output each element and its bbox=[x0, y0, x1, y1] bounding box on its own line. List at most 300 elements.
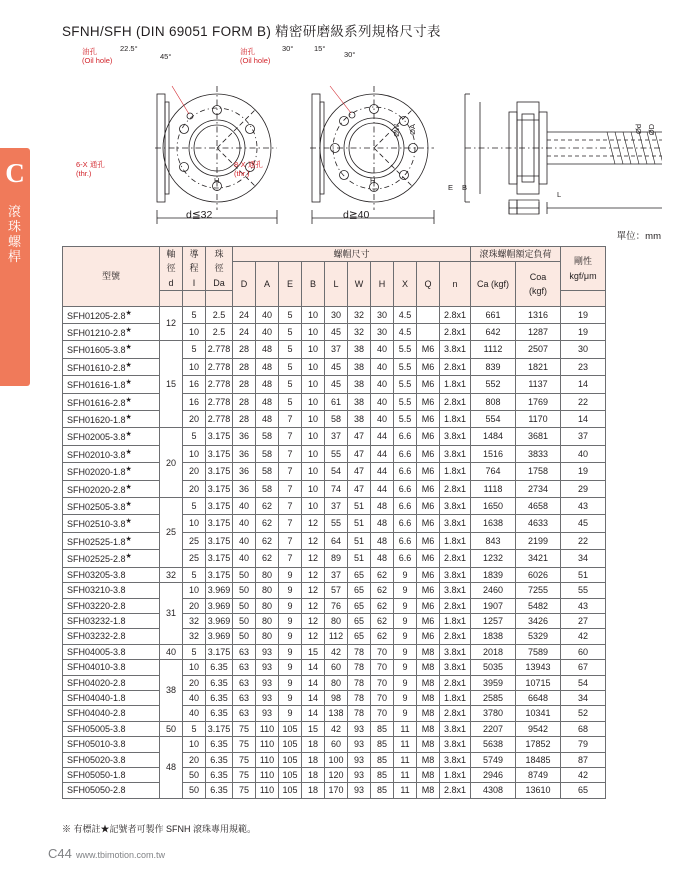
cell-E: 7 bbox=[279, 515, 302, 532]
cell-model: SFH03210-3.8 bbox=[63, 583, 160, 598]
th-E: E bbox=[279, 262, 302, 306]
cell-B: 12 bbox=[302, 583, 325, 598]
cell-n: 3.8x1 bbox=[440, 498, 471, 515]
cell-ball-da: 3.969 bbox=[206, 613, 233, 628]
cell-lead: 25 bbox=[183, 532, 206, 549]
cell-ball-da: 6.35 bbox=[206, 737, 233, 752]
cell-X: 11 bbox=[394, 721, 417, 736]
cell-n: 2.8x1 bbox=[440, 550, 471, 567]
cell-A: 110 bbox=[256, 737, 279, 752]
th-ca: Ca (kgf) bbox=[471, 262, 516, 306]
cell-L: 30 bbox=[325, 306, 348, 323]
cell-H: 62 bbox=[371, 629, 394, 644]
cell-lead: 5 bbox=[183, 306, 206, 323]
cell-E: 7 bbox=[279, 480, 302, 497]
cell-ca: 1484 bbox=[471, 428, 516, 445]
site-url: www.tbimotion.com.tw bbox=[76, 850, 166, 860]
cell-lead: 10 bbox=[183, 737, 206, 752]
cell-L: 98 bbox=[325, 690, 348, 705]
cell-E: 9 bbox=[279, 567, 302, 582]
cell-model: SFH01610-2.8★ bbox=[63, 358, 160, 375]
cell-H: 30 bbox=[371, 324, 394, 341]
spec-table bbox=[62, 246, 606, 799]
th-H: H bbox=[371, 262, 394, 306]
table-row bbox=[63, 644, 606, 659]
cell-A: 58 bbox=[256, 428, 279, 445]
drawing-svg bbox=[62, 42, 662, 232]
cell-lead: 20 bbox=[183, 752, 206, 767]
cell-H: 48 bbox=[371, 515, 394, 532]
cell-model: SFH05050-2.8 bbox=[63, 783, 160, 798]
cell-E: 9 bbox=[279, 613, 302, 628]
cell-ball-da: 2.778 bbox=[206, 376, 233, 393]
cell-L: 60 bbox=[325, 660, 348, 675]
cell-L: 80 bbox=[325, 675, 348, 690]
cell-X: 6.6 bbox=[394, 445, 417, 462]
cell-X: 11 bbox=[394, 737, 417, 752]
cell-B: 14 bbox=[302, 706, 325, 721]
cell-W: 65 bbox=[348, 598, 371, 613]
cell-B: 14 bbox=[302, 690, 325, 705]
cell-shaft-d: 20 bbox=[160, 428, 183, 498]
table-row bbox=[63, 411, 606, 428]
dim-dD: ØD bbox=[647, 124, 656, 136]
cell-A: 93 bbox=[256, 675, 279, 690]
cell-X: 5.5 bbox=[394, 393, 417, 410]
cell-n: 1.8x1 bbox=[440, 411, 471, 428]
cell-model: SFH04005-3.8 bbox=[63, 644, 160, 659]
cell-E: 105 bbox=[279, 737, 302, 752]
cell-model: SFH02020-1.8★ bbox=[63, 463, 160, 480]
cell-D: 24 bbox=[233, 324, 256, 341]
cell-D: 40 bbox=[233, 550, 256, 567]
cell-D: 50 bbox=[233, 598, 256, 613]
cell-coa: 1769 bbox=[516, 393, 561, 410]
cell-lead: 5 bbox=[183, 644, 206, 659]
cell-D: 75 bbox=[233, 737, 256, 752]
cell-X: 9 bbox=[394, 706, 417, 721]
cell-Q: M8 bbox=[417, 721, 440, 736]
cell-lead: 5 bbox=[183, 428, 206, 445]
cell-A: 62 bbox=[256, 550, 279, 567]
cell-D: 75 bbox=[233, 752, 256, 767]
cell-W: 38 bbox=[348, 411, 371, 428]
cell-H: 40 bbox=[371, 341, 394, 358]
star-marker: ★ bbox=[125, 501, 132, 509]
cell-Q bbox=[417, 306, 440, 323]
table-row bbox=[63, 567, 606, 582]
angle-label-22_5: 22.5° bbox=[120, 44, 138, 53]
cell-lead: 32 bbox=[183, 629, 206, 644]
cell-n: 2.8x1 bbox=[440, 306, 471, 323]
cell-n: 2.8x1 bbox=[440, 629, 471, 644]
table-row bbox=[63, 598, 606, 613]
table-row bbox=[63, 660, 606, 675]
cell-X: 5.5 bbox=[394, 411, 417, 428]
cell-ball-da: 6.35 bbox=[206, 690, 233, 705]
cell-D: 75 bbox=[233, 721, 256, 736]
cell-X: 9 bbox=[394, 567, 417, 582]
cell-D: 28 bbox=[233, 341, 256, 358]
cell-B: 12 bbox=[302, 629, 325, 644]
cell-Q: M8 bbox=[417, 783, 440, 798]
table-row bbox=[63, 393, 606, 410]
unit-note: 單位：mm bbox=[616, 231, 661, 242]
cell-L: 170 bbox=[325, 783, 348, 798]
cell-coa: 1758 bbox=[516, 463, 561, 480]
cell-n: 2.8x1 bbox=[440, 706, 471, 721]
cell-W: 65 bbox=[348, 583, 371, 598]
cell-ball-da: 3.175 bbox=[206, 721, 233, 736]
cell-coa: 1316 bbox=[516, 306, 561, 323]
cell-model: SFH04040-2.8 bbox=[63, 706, 160, 721]
cell-E: 7 bbox=[279, 532, 302, 549]
cell-H: 85 bbox=[371, 783, 394, 798]
cell-Q: M8 bbox=[417, 737, 440, 752]
star-marker: ★ bbox=[125, 535, 132, 543]
section-tab-label: 滾 珠 螺 桿 bbox=[7, 204, 22, 264]
cell-W: 65 bbox=[348, 567, 371, 582]
cell-L: 45 bbox=[325, 358, 348, 375]
cell-Q: M8 bbox=[417, 675, 440, 690]
table-row bbox=[63, 737, 606, 752]
cell-lead: 10 bbox=[183, 358, 206, 375]
cell-ca: 843 bbox=[471, 532, 516, 549]
angle-label-45: 45° bbox=[160, 52, 172, 61]
cell-ca: 1907 bbox=[471, 598, 516, 613]
th-ball-da-2 bbox=[206, 291, 233, 306]
cell-E: 9 bbox=[279, 706, 302, 721]
cell-L: 54 bbox=[325, 463, 348, 480]
cell-W: 51 bbox=[348, 498, 371, 515]
dim-e: E bbox=[448, 183, 454, 192]
table-row bbox=[63, 358, 606, 375]
cell-W: 78 bbox=[348, 660, 371, 675]
cell-n: 1.8x1 bbox=[440, 376, 471, 393]
cell-ball-da: 3.175 bbox=[206, 498, 233, 515]
cell-rigidity: 23 bbox=[561, 358, 606, 375]
cell-H: 85 bbox=[371, 721, 394, 736]
cell-rigidity: 55 bbox=[561, 583, 606, 598]
cell-L: 58 bbox=[325, 411, 348, 428]
cell-A: 80 bbox=[256, 583, 279, 598]
cell-A: 58 bbox=[256, 480, 279, 497]
cell-X: 6.6 bbox=[394, 498, 417, 515]
cell-lead: 5 bbox=[183, 341, 206, 358]
cell-rigidity: 51 bbox=[561, 567, 606, 582]
cell-B: 10 bbox=[302, 393, 325, 410]
cell-lead: 25 bbox=[183, 550, 206, 567]
cell-L: 55 bbox=[325, 445, 348, 462]
cell-ca: 1839 bbox=[471, 567, 516, 582]
cell-model: SFH02525-1.8★ bbox=[63, 532, 160, 549]
cell-coa: 5482 bbox=[516, 598, 561, 613]
cell-ball-da: 3.175 bbox=[206, 515, 233, 532]
star-marker: ★ bbox=[125, 553, 132, 561]
cell-D: 63 bbox=[233, 690, 256, 705]
caption-left: d≦32 bbox=[186, 209, 213, 221]
cell-X: 9 bbox=[394, 690, 417, 705]
cell-Q: M6 bbox=[417, 376, 440, 393]
cell-lead: 20 bbox=[183, 598, 206, 613]
cell-rigidity: 67 bbox=[561, 660, 606, 675]
cell-rigidity: 52 bbox=[561, 706, 606, 721]
angle-label-30b: 30° bbox=[344, 50, 356, 59]
cell-lead: 10 bbox=[183, 660, 206, 675]
cell-n: 2.8x1 bbox=[440, 675, 471, 690]
cell-model: SFH03220-2.8 bbox=[63, 598, 160, 613]
cell-E: 5 bbox=[279, 324, 302, 341]
cell-X: 6.6 bbox=[394, 515, 417, 532]
oil-hole-label-left: 油孔 (Oil hole) bbox=[82, 47, 113, 65]
cell-H: 44 bbox=[371, 428, 394, 445]
cell-E: 9 bbox=[279, 598, 302, 613]
cell-shaft-d: 31 bbox=[160, 583, 183, 645]
cell-W: 32 bbox=[348, 324, 371, 341]
cell-A: 40 bbox=[256, 324, 279, 341]
cell-ca: 2585 bbox=[471, 690, 516, 705]
cell-coa: 3833 bbox=[516, 445, 561, 462]
cell-Q: M6 bbox=[417, 341, 440, 358]
cell-n: 3.8x1 bbox=[440, 660, 471, 675]
table-row bbox=[63, 376, 606, 393]
cell-L: 60 bbox=[325, 737, 348, 752]
cell-W: 78 bbox=[348, 706, 371, 721]
cell-rigidity: 27 bbox=[561, 613, 606, 628]
cell-W: 38 bbox=[348, 341, 371, 358]
cell-n: 3.8x1 bbox=[440, 583, 471, 598]
cell-ball-da: 3.969 bbox=[206, 598, 233, 613]
cell-A: 110 bbox=[256, 767, 279, 782]
cell-A: 80 bbox=[256, 629, 279, 644]
cell-E: 9 bbox=[279, 583, 302, 598]
cell-rigidity: 43 bbox=[561, 498, 606, 515]
cell-lead: 10 bbox=[183, 445, 206, 462]
cell-D: 40 bbox=[233, 515, 256, 532]
cell-shaft-d: 15 bbox=[160, 341, 183, 428]
th-lead: 導 程 I bbox=[183, 247, 206, 291]
cell-ball-da: 2.5 bbox=[206, 306, 233, 323]
table-row bbox=[63, 445, 606, 462]
cell-coa: 9542 bbox=[516, 721, 561, 736]
cell-E: 7 bbox=[279, 550, 302, 567]
cell-coa: 17852 bbox=[516, 737, 561, 752]
cell-ball-da: 2.778 bbox=[206, 393, 233, 410]
cell-model: SFH03232-1.8 bbox=[63, 613, 160, 628]
cell-B: 10 bbox=[302, 324, 325, 341]
cell-coa: 7589 bbox=[516, 644, 561, 659]
cell-ca: 1650 bbox=[471, 498, 516, 515]
cell-Q: M8 bbox=[417, 644, 440, 659]
cell-coa: 1170 bbox=[516, 411, 561, 428]
cell-D: 28 bbox=[233, 393, 256, 410]
cell-A: 62 bbox=[256, 515, 279, 532]
cell-n: 1.8x1 bbox=[440, 767, 471, 782]
cell-coa: 7255 bbox=[516, 583, 561, 598]
cell-E: 7 bbox=[279, 463, 302, 480]
cell-B: 14 bbox=[302, 675, 325, 690]
cell-rigidity: 60 bbox=[561, 644, 606, 659]
cell-B: 12 bbox=[302, 550, 325, 567]
cell-lead: 50 bbox=[183, 783, 206, 798]
th-L: L bbox=[325, 262, 348, 306]
th-D: D bbox=[233, 262, 256, 306]
cell-Q: M6 bbox=[417, 445, 440, 462]
cell-H: 44 bbox=[371, 463, 394, 480]
cell-model: SFH05050-1.8 bbox=[63, 767, 160, 782]
cell-n: 2.8x1 bbox=[440, 324, 471, 341]
cell-coa: 8749 bbox=[516, 767, 561, 782]
cell-D: 75 bbox=[233, 783, 256, 798]
cell-Q: M6 bbox=[417, 629, 440, 644]
cell-D: 63 bbox=[233, 675, 256, 690]
dim-l: L bbox=[557, 190, 562, 199]
cell-D: 36 bbox=[233, 480, 256, 497]
cell-X: 6.6 bbox=[394, 550, 417, 567]
cell-coa: 13943 bbox=[516, 660, 561, 675]
cell-Q: M6 bbox=[417, 550, 440, 567]
cell-coa: 13610 bbox=[516, 783, 561, 798]
cell-B: 10 bbox=[302, 463, 325, 480]
cell-X: 9 bbox=[394, 660, 417, 675]
cell-L: 64 bbox=[325, 532, 348, 549]
cell-model: SFH02525-2.8★ bbox=[63, 550, 160, 567]
cell-rigidity: 37 bbox=[561, 428, 606, 445]
cell-shaft-d: 38 bbox=[160, 660, 183, 722]
cell-ball-da: 3.175 bbox=[206, 532, 233, 549]
cell-rigidity: 30 bbox=[561, 341, 606, 358]
table-row bbox=[63, 532, 606, 549]
cell-ball-da: 3.175 bbox=[206, 644, 233, 659]
cell-X: 9 bbox=[394, 629, 417, 644]
section-tab bbox=[0, 148, 30, 386]
cell-W: 38 bbox=[348, 376, 371, 393]
cell-rigidity: 22 bbox=[561, 393, 606, 410]
cell-Q: M6 bbox=[417, 463, 440, 480]
cell-A: 93 bbox=[256, 660, 279, 675]
cell-model: SFH02020-2.8★ bbox=[63, 480, 160, 497]
table-row bbox=[63, 767, 606, 782]
cell-A: 48 bbox=[256, 411, 279, 428]
cell-E: 9 bbox=[279, 629, 302, 644]
thru-hole-label-left: 6-X 通孔 (thr.) bbox=[76, 160, 105, 178]
cell-ca: 1112 bbox=[471, 341, 516, 358]
table-row bbox=[63, 613, 606, 628]
cell-H: 40 bbox=[371, 376, 394, 393]
cell-B: 10 bbox=[302, 480, 325, 497]
angle-label-30a: 30° bbox=[282, 44, 294, 53]
th-shaft-d: 軸 徑 d bbox=[160, 247, 183, 291]
cell-n: 2.8x1 bbox=[440, 480, 471, 497]
cell-E: 5 bbox=[279, 376, 302, 393]
cell-n: 2.8x1 bbox=[440, 393, 471, 410]
cell-model: SFH02505-3.8★ bbox=[63, 498, 160, 515]
cell-lead: 16 bbox=[183, 376, 206, 393]
cell-ball-da: 3.175 bbox=[206, 567, 233, 582]
cell-model: SFH03205-3.8 bbox=[63, 567, 160, 582]
cell-coa: 4658 bbox=[516, 498, 561, 515]
cell-Q: M6 bbox=[417, 613, 440, 628]
cell-coa: 1137 bbox=[516, 376, 561, 393]
cell-Q: M6 bbox=[417, 393, 440, 410]
cell-D: 75 bbox=[233, 767, 256, 782]
th-shaft-d-2 bbox=[160, 291, 183, 306]
cell-ca: 4308 bbox=[471, 783, 516, 798]
cell-rigidity: 19 bbox=[561, 463, 606, 480]
cell-coa: 4633 bbox=[516, 515, 561, 532]
cell-lead: 10 bbox=[183, 583, 206, 598]
cell-A: 93 bbox=[256, 690, 279, 705]
cell-lead: 20 bbox=[183, 463, 206, 480]
cell-shaft-d: 40 bbox=[160, 644, 183, 659]
cell-A: 80 bbox=[256, 598, 279, 613]
cell-X: 11 bbox=[394, 752, 417, 767]
cell-A: 62 bbox=[256, 532, 279, 549]
spec-table-body bbox=[63, 306, 606, 798]
cell-H: 62 bbox=[371, 598, 394, 613]
cell-n: 2.8x1 bbox=[440, 598, 471, 613]
cell-rigidity: 14 bbox=[561, 376, 606, 393]
cell-X: 11 bbox=[394, 783, 417, 798]
cell-ca: 1232 bbox=[471, 550, 516, 567]
cell-B: 18 bbox=[302, 737, 325, 752]
star-marker: ★ bbox=[125, 431, 132, 439]
cell-coa: 6648 bbox=[516, 690, 561, 705]
cell-D: 24 bbox=[233, 306, 256, 323]
cell-X: 9 bbox=[394, 675, 417, 690]
star-marker: ★ bbox=[125, 361, 132, 369]
table-header-row-1 bbox=[63, 247, 606, 262]
table-row bbox=[63, 783, 606, 798]
cell-model: SFH05020-3.8 bbox=[63, 752, 160, 767]
cell-W: 51 bbox=[348, 515, 371, 532]
page-folio: C44 bbox=[48, 846, 72, 861]
cell-B: 12 bbox=[302, 515, 325, 532]
table-row bbox=[63, 428, 606, 445]
table-row bbox=[63, 341, 606, 358]
th-X: X bbox=[394, 262, 417, 306]
cell-A: 48 bbox=[256, 393, 279, 410]
cell-rigidity: 29 bbox=[561, 480, 606, 497]
th-coa: Coa (kgf) bbox=[516, 262, 561, 306]
cell-n: 3.8x1 bbox=[440, 721, 471, 736]
cell-E: 5 bbox=[279, 393, 302, 410]
cell-n: 3.8x1 bbox=[440, 752, 471, 767]
cell-D: 36 bbox=[233, 445, 256, 462]
cell-B: 10 bbox=[302, 498, 325, 515]
cell-lead: 5 bbox=[183, 498, 206, 515]
cell-X: 9 bbox=[394, 644, 417, 659]
page-title: SFNH/SFH (DIN 69051 FORM B) 精密研磨級系列規格尺寸表 bbox=[62, 24, 441, 39]
cell-n: 3.8x1 bbox=[440, 644, 471, 659]
table-row bbox=[63, 706, 606, 721]
cell-n: 1.8x1 bbox=[440, 532, 471, 549]
cell-Q: M6 bbox=[417, 498, 440, 515]
cell-coa: 1821 bbox=[516, 358, 561, 375]
cell-E: 105 bbox=[279, 752, 302, 767]
cell-B: 18 bbox=[302, 783, 325, 798]
cell-B: 18 bbox=[302, 752, 325, 767]
cell-A: 80 bbox=[256, 613, 279, 628]
cell-W: 51 bbox=[348, 550, 371, 567]
cell-ca: 3959 bbox=[471, 675, 516, 690]
cell-L: 37 bbox=[325, 498, 348, 515]
cell-ca: 764 bbox=[471, 463, 516, 480]
cell-W: 51 bbox=[348, 532, 371, 549]
cell-X: 11 bbox=[394, 767, 417, 782]
thru-hole-label-mid: 8-X 通孔 (thr.) bbox=[234, 160, 263, 178]
cell-E: 5 bbox=[279, 306, 302, 323]
